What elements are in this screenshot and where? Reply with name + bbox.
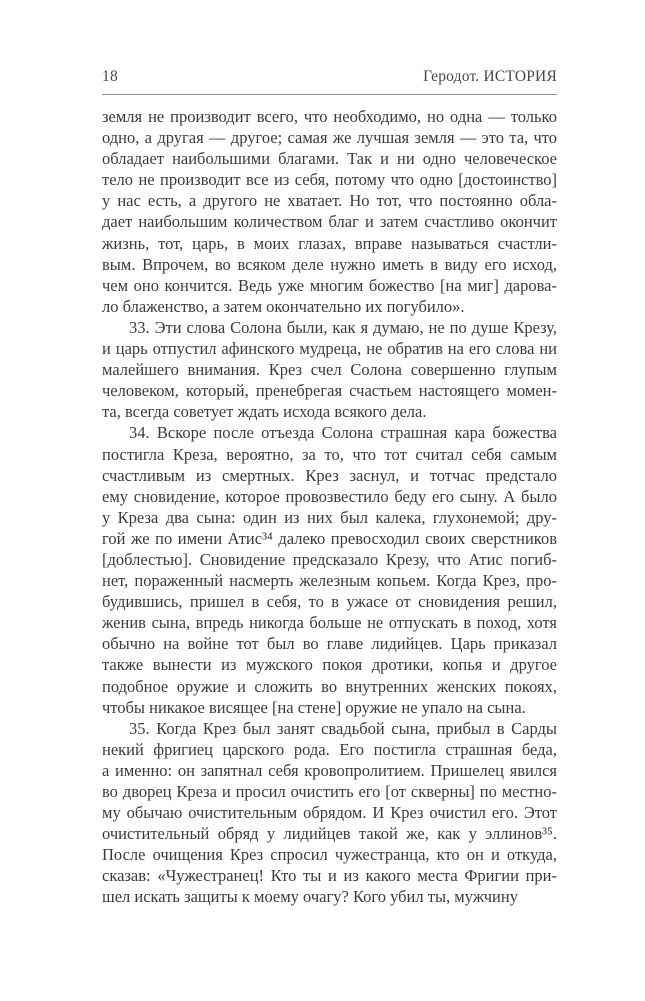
text-line: одно, а другая — другое; самая же лучшая земля — это та, что: [102, 128, 557, 148]
text-line: 34. Вскоре после отъезда Солона страшная кара божества: [129, 423, 557, 443]
text-line: у нас есть, а другого не хватает. Но тот, что постоянно обла-: [102, 191, 557, 211]
text-line: та, всегда советует ждать исхода всякого дела.: [102, 402, 427, 422]
text-line: у Креза два сына: один из них был калека, глухонемой; дру-: [102, 507, 557, 527]
text-line: му обычаю очистительным обрядом. И Крез очистил его. Этот: [102, 803, 557, 823]
text-line: чем оно кончится. Ведь уже многим божество [на миг] дарова-: [102, 275, 557, 295]
text-line: вым. Впрочем, во всяком деле нужно иметь в виду его исход,: [102, 254, 557, 274]
text-line: жизнь, тот, царь, в моих глазах, вправе называться счастли-: [102, 233, 557, 253]
text-line: подобное оружие и сложить во внутренних женских покоях,: [102, 676, 557, 696]
page-number: 18: [102, 68, 119, 85]
text-line: нет, пораженный насмерть железным копьем. Когда Крез, про-: [102, 571, 557, 591]
text-line: обычно на войне тот был во главе лидийцев. Царь приказал: [102, 634, 557, 654]
paragraph: [102, 422, 557, 717]
text-line: человеком, который, пренебрегая счастьем настоящего момен-: [102, 381, 557, 401]
paragraph: [102, 718, 557, 908]
text-line: будившись, пришел в себя, то в ужасе от сновидения решил,: [102, 592, 557, 612]
paragraph: [102, 106, 557, 317]
text-line: 35. Когда Крез был занят свадьбой сына, прибыл в Сарды: [129, 718, 557, 738]
text-line: дает наибольшим количеством благ и затем счастливо окончит: [102, 212, 557, 232]
text-line: также вынести из мужского покоя дротики, копья и другое: [102, 655, 557, 675]
text-line: женив сына, впредь никогда больше не отпускать в поход, хотя: [102, 613, 557, 633]
text-line: и царь отпустил афинского мудреца, не обратив на его слова ни: [102, 339, 557, 359]
text-line: постигла Креза, вероятно, за то, что тот считал себя самым: [102, 444, 557, 464]
text-line: а именно: он запятнал себя кровопролитием. Пришелец явился: [102, 760, 557, 780]
text-line: После очищения Крез спросил чужестранца, кто он и откуда,: [102, 845, 557, 865]
text-line: сказав: «Чужестранец! Кто ты и из какого места Фригии при-: [102, 866, 557, 886]
text-line: шел искать защиты к моему очагу? Кого убил ты, мужчину: [102, 887, 518, 907]
text-line: обладает наибольшими благами. Так и ни одно человеческое: [102, 149, 557, 169]
page-header: [102, 68, 557, 94]
text-line: ему сновидение, которое провозвестило беду его сыну. А было: [102, 486, 557, 506]
text-line: земля не производит всего, что необходимо, но одна — только: [102, 107, 557, 126]
page-body: [102, 106, 557, 908]
text-line: ло блаженство, а затем окончательно их погубило».: [102, 296, 465, 316]
text-line: гой же по имени Атис³⁴ далеко превосходил своих сверстников: [102, 528, 557, 548]
text-line: малейшего внимания. Крез счел Солона совершенно глупым: [102, 360, 557, 380]
text-line: во дворец Креза и просил очистить его [от скверны] по местно-: [102, 782, 557, 801]
text-line: [доблестью]. Сновидение предсказало Крезу, что Атис погиб-: [102, 549, 557, 569]
header-divider: [102, 94, 557, 95]
text-line: счастливым из смертных. Крез заснул, и тотчас предстало: [102, 465, 557, 485]
paragraph: [102, 317, 557, 422]
text-line: тело не производит все из себя, потому что одно [достоинство]: [102, 170, 557, 190]
text-line: очистительный обряд у лидийцев такой же, как у эллинов³⁵.: [102, 824, 557, 844]
running-title: Геродот. ИСТОРИЯ: [423, 68, 557, 85]
text-line: 33. Эти слова Солона были, как я думаю, не по душе Крезу,: [129, 317, 557, 337]
text-line: чтобы никакое висящее [на стене] оружие не упало на сына.: [102, 697, 526, 717]
text-line: некий фригиец царского рода. Его постигла страшная беда,: [102, 739, 557, 759]
